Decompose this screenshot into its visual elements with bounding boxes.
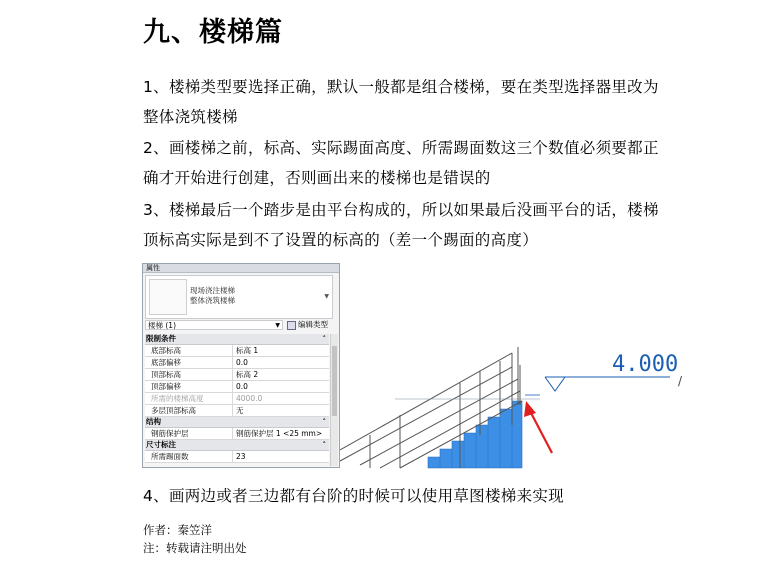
collapse-icon: ˄ bbox=[322, 335, 326, 343]
property-grid bbox=[145, 334, 329, 463]
collapse-icon: ˄ bbox=[322, 418, 326, 426]
chevron-down-icon: ▼ bbox=[275, 322, 280, 329]
type-selector[interactable] bbox=[145, 275, 333, 319]
paragraph-4: 4、画两边或者三边都有台阶的时候可以使用草图楼梯来实现 bbox=[143, 487, 564, 505]
group-structure[interactable]: 结构 ˄ bbox=[145, 417, 329, 428]
instance-row bbox=[145, 320, 331, 331]
author-line: 作者：秦笠洋 bbox=[143, 523, 212, 537]
level-label: 4.000 bbox=[612, 352, 679, 377]
scrollbar-thumb[interactable] bbox=[332, 346, 337, 416]
stair-drawing bbox=[340, 335, 685, 470]
table-row: 所需的楼梯高度 4000.0 bbox=[145, 393, 329, 405]
type-thumbnail bbox=[149, 279, 187, 315]
table-row[interactable]: 底部标高 标高 1 bbox=[145, 345, 329, 357]
paragraph-1: 1、楼梯类型要选择正确，默认一般都是组合楼梯，要在类型选择器里改为整体浇筑楼梯 bbox=[143, 78, 659, 126]
group-constraints[interactable]: 限制条件 ˄ bbox=[145, 334, 329, 345]
table-row[interactable]: 钢筋保护层 钢筋保护层 1 <25 mm> bbox=[145, 428, 329, 440]
paragraph-2: 2、画楼梯之前，标高、实际踢面高度、所需踢面数这三个数值必须要都正确才开始进行创建，否则画出来的楼梯也是错误的 bbox=[143, 139, 659, 187]
level-marker bbox=[545, 377, 670, 391]
chevron-down-icon[interactable]: ▼ bbox=[324, 293, 329, 300]
type-name: 现场浇注楼梯 整体浇筑楼梯 bbox=[190, 286, 235, 305]
table-row[interactable]: 底部偏移 0.0 bbox=[145, 357, 329, 369]
note-line: 注：转载请注明出处 bbox=[143, 541, 247, 555]
scrollbar[interactable] bbox=[330, 334, 338, 466]
table-row[interactable]: 顶部偏移 0.0 bbox=[145, 381, 329, 393]
collapse-icon: ˄ bbox=[322, 441, 326, 449]
page-title: 九、楼梯篇 bbox=[143, 17, 283, 48]
properties-panel bbox=[142, 263, 340, 468]
stair-steps bbox=[428, 401, 522, 468]
group-dimensions[interactable]: 尺寸标注 ˄ bbox=[145, 440, 329, 451]
paragraph-3: 3、楼梯最后一个踏步是由平台构成的，所以如果最后没画平台的话，楼梯顶标高实际是到不了设置的标高的（差一个踢面的高度） bbox=[143, 201, 659, 249]
table-row[interactable]: 顶部标高 标高 2 bbox=[145, 369, 329, 381]
svg-text:/: / bbox=[678, 374, 683, 388]
table-row[interactable]: 所需踢面数 23 bbox=[145, 451, 329, 463]
table-row[interactable]: 多层顶部标高 无 bbox=[145, 405, 329, 417]
instance-filter[interactable]: 楼梯 (1) ▼ bbox=[145, 320, 283, 330]
properties-header: 属性 bbox=[143, 264, 339, 273]
edit-type-button[interactable]: 编辑类型 bbox=[287, 320, 328, 330]
red-arrow bbox=[524, 401, 552, 453]
edit-type-icon bbox=[287, 321, 296, 330]
